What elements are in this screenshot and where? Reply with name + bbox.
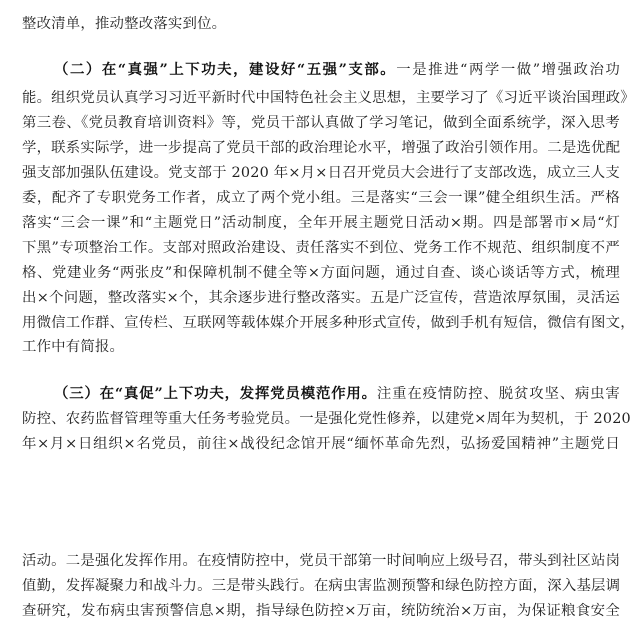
text-line: 用微信工作群、宣传栏、互联网等载体媒介开展多种形式宣传，做到手机有短信，微信有图文， — [22, 315, 635, 331]
text-run: 一是推进“两学一做”增强政治功 — [396, 62, 621, 78]
text-line: 格、党建业务“两张皮”和保障机制不健全等×方面问题，通过自查、谈心谈话等方式，梳理 — [22, 265, 620, 281]
text-line: 查研究，发布病虫害预警信息×期，指导绿色防控×万亩，统防统治×万亩，为保证粮食安全 — [22, 603, 620, 619]
text-line: 委，配齐了专职党务工作者，成立了两个党小组。三是落实“三会一课”健全组织生活。严格 — [22, 190, 620, 206]
text-line: 落实“三会一课”和“主题党日”活动制度，全年开展主题党日活动×期。四是部署市×局“灯 — [22, 215, 620, 231]
text-line: 强支部加强队伍建设。党支部于 2020 年×月×日召开党员大会进行了支部改选，成立三人支 — [22, 165, 620, 181]
section-heading-line — [54, 384, 620, 404]
section-heading: （二）在“真强”上下功夫，建设好“五强”支部。 — [54, 61, 397, 78]
section-heading: （三）在“真促”上下功夫，发挥党员模范作用。 — [54, 385, 377, 402]
section-heading-line — [54, 60, 620, 80]
text-line: 防控、农药监督管理等重大任务考验党员。一是强化党性修养，以建党×周年为契机，于 2020 — [22, 411, 631, 427]
text-run: 注重在疫情防控、脱贫攻坚、病虫害 — [376, 386, 620, 402]
text-line: 活动。二是强化发挥作用。在疫情防控中，党员干部第一时间响应上级号召，带头到社区站岗 — [22, 553, 621, 569]
text-line: 工作中有简报。 — [22, 339, 125, 355]
text-line: 第三卷、《党员教育培训资料》等，党员干部认真做了学习笔记，做到全面系统学，深入思考 — [22, 115, 620, 131]
text-line: 整改清单，推动整改落实到位。 — [22, 16, 227, 32]
text-line: 值勤，发挥凝聚力和战斗力。三是带头践行。在病虫害监测预警和绿色防控方面，深入基层调 — [22, 578, 621, 594]
text-line: 年×月×日组织×名党员，前往×战役纪念馆开展“缅怀革命先烈，弘扬爱国精神”主题党日 — [22, 436, 620, 452]
text-line: 下黑”专项整治工作。支部对照政治建设、责任落实不到位、党务工作不规范、组织制度不严 — [22, 240, 620, 256]
text-line: 能。组织党员认真学习习近平新时代中国特色社会主义思想，主要学习了《习近平谈治国理政》 — [22, 90, 635, 106]
text-line: 出×个问题，整改落实×个，其余逐步进行整改落实。五是广泛宣传，营造浓厚氛围，灵活运 — [22, 290, 620, 306]
text-line: 学，联系实际学，进一步提高了党员干部的政治理论水平，增强了政治引领作用。二是选优配 — [22, 140, 621, 156]
